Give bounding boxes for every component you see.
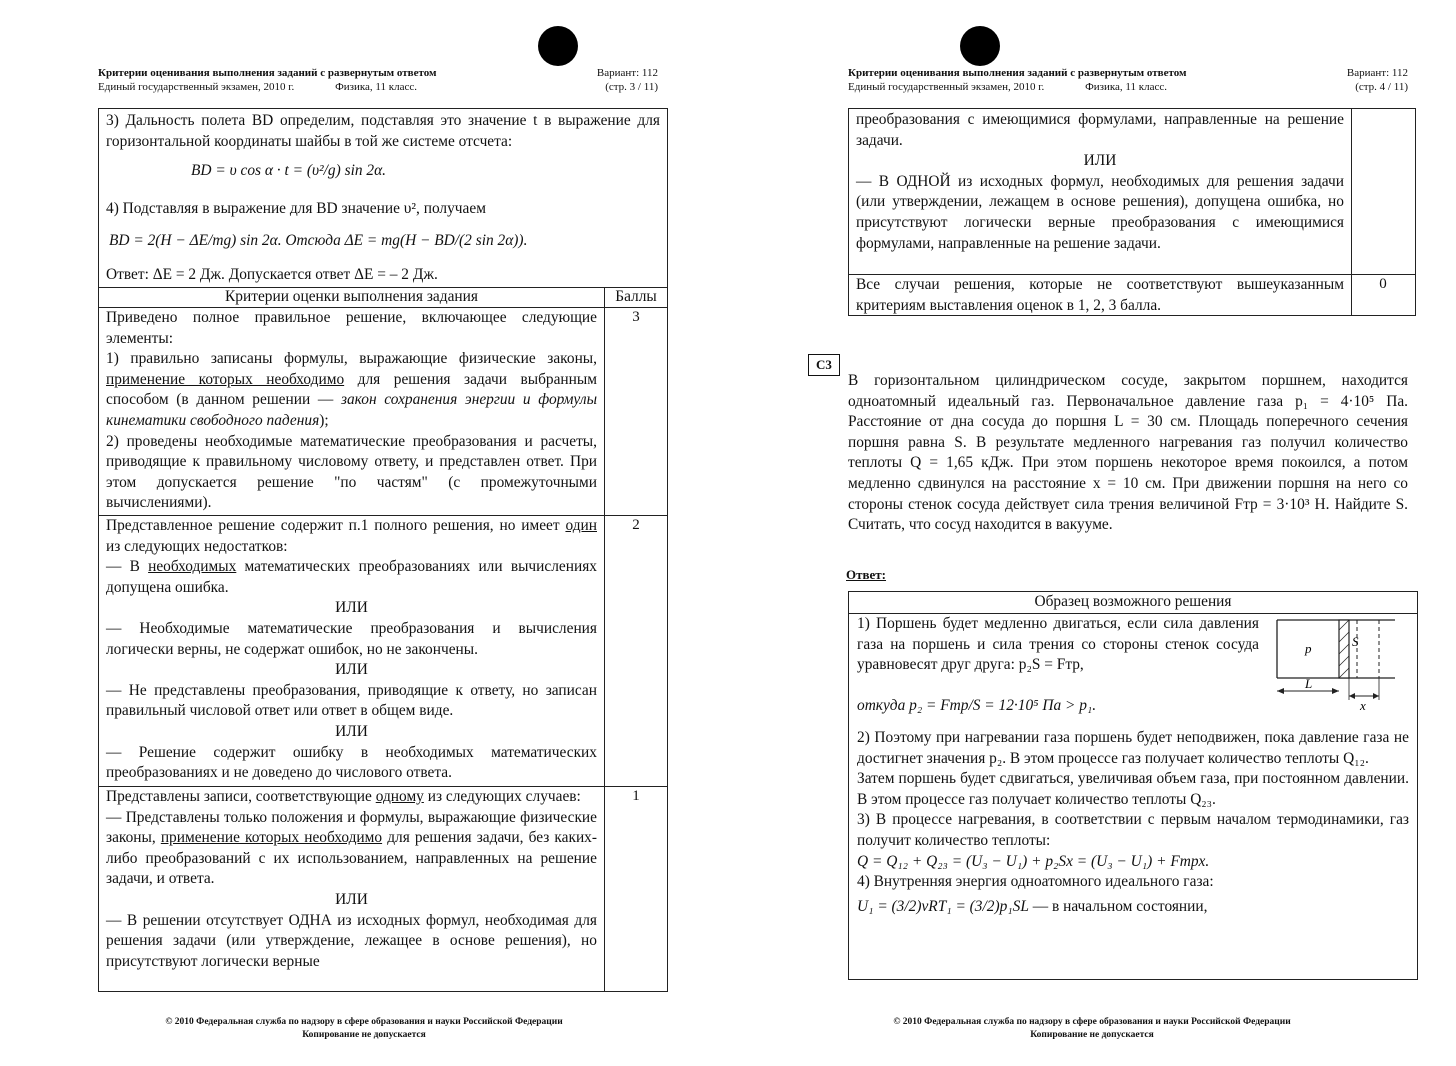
- page-header: [848, 66, 1268, 94]
- score-0: 0: [1379, 276, 1387, 292]
- criteria-row-1-continued: преобразования с имеющимися формулами, направленные на решение задачи. ИЛИ — В ОДНОЙ из исходных формул, необходимых для решения задачи (или утверждении, лежащем в основе решения), допущена ошибка, но присутствуют логически верные преобразования с имеющимися формулами, направленные на решение задачи.: [856, 111, 1344, 252]
- header-variant: Вариант: 112 (стр. 3 / 11): [596, 67, 658, 93]
- criteria-row-1: Представлены записи, соответствующие одному из следующих случаев: — Представлены только положения и формулы, выражающие физические законы, применение которых необходимо для решения задачи, без каких-либо преобразований с их использованием, направленных на решение задачи, и ответа. ИЛИ — В решении отсутствует ОДНА из исходных формул, необходимая для решения задачи (или утверждение, лежащее в основе решения), но присутствуют логически верные: [106, 788, 597, 970]
- criteria-row-3: Приведено полное правильное решение, включающее следующие элементы: 1) правильно записаны формулы, выражающие физические законы, применение которых необходимо для решения задачи выбранным способом (в данном решении — закон сохранения энергии и формулы кинематики свободного падения); 2) проведены необходимые математические преобразования и расчеты, приводящие к правильному числовому ответу, и представлен ответ. При этом допускается решение "по частям" (с промежуточными вычислениями).: [106, 309, 597, 512]
- header-exam: Единый государственный экзамен, 2010 г. Физика, 11 класс.: [98, 81, 418, 93]
- header-title: Критерии оценивания выполнения заданий с развернутым ответом: [98, 67, 437, 79]
- step-1: 1) Поршень будет медленно двигаться, если сила давления газа на поршень и сила трения со стороны стенок сосуда уравновесят друг друга: p₂S = Fтр,: [857, 615, 1259, 674]
- header-title: Критерии оценивания выполнения заданий с развернутым ответом: [848, 67, 1187, 79]
- step-2: 2) Поэтому при нагревании газа поршень будет неподвижен, пока давление газа не достигнет значения p₂. В этом процессе газ получает количество теплоты Q₁₂. Затем поршень будет сдвигаться, увеличивая объем газа, при постоянном давлении. В этом процессе газ получает количество теплоты Q₂₃. 3) В процессе нагревания, в соответствии с первым началом термодинамики, газ получит количество теплоты: Q = Q₁₂ + Q₂₃ = (U₃ − U₁) + p₂Sx = (U₃ − U₁) + Fтрx. 4) Внутренняя энергия одноатомного идеального газа: U₁ = (3/2)νRT₁ = (3/2)p₁SL — в начальном состоянии,: [857, 729, 1409, 915]
- figure-label-s: S: [1352, 634, 1359, 649]
- criteria-table-continued: [848, 108, 1416, 316]
- punch-hole-icon: [960, 26, 1000, 66]
- column-divider: [1351, 109, 1352, 315]
- criteria-header: Критерии оценки выполнения задания: [225, 288, 478, 305]
- page-header: [98, 66, 518, 94]
- score-2: 2: [632, 517, 640, 533]
- task-label: C3: [808, 354, 840, 376]
- column-divider: [604, 307, 605, 991]
- sample-solution: [848, 591, 1418, 980]
- score-1: 1: [632, 788, 640, 804]
- score-3: 3: [632, 309, 640, 325]
- criteria-table: [98, 108, 668, 992]
- points-header: Баллы: [615, 288, 657, 305]
- header-exam: Единый государственный экзамен, 2010 г. Физика, 11 класс.: [848, 81, 1168, 93]
- piston-figure: [1275, 616, 1415, 716]
- page-footer: © 2010 Федеральная служба по надзору в сфере образования и науки Российской Федерации Копирование не допускается: [165, 1017, 563, 1040]
- criteria-row-0: Все случаи решения, которые не соответствуют вышеуказанным критериям выставления оценок в 1, 2, 3 балла.: [856, 276, 1344, 314]
- task-problem: В горизонтальном цилиндрическом сосуде, закрытом поршнем, находится одноатомный идеальный газ. Первоначальное давление газа p₁ = 4·10⁵ Па. Расстояние от дна сосуда до поршня L = 30 см. Площадь поперечного сечения поршня равна S. В результате медленного нагревания газ получил количество теплоты Q = 1,65 кДж. При этом поршень некоторое время покоился, а потом медленно сдвинулся на расстояние x = 10 см. При движении поршня на него со стороны стенок сосуда действует сила трения величиной Fтр = 3·10³ Н. Найдите S. Считать, что сосуд находится в вакууме.: [848, 372, 1408, 534]
- header-variant: Вариант: 112 (стр. 4 / 11): [1346, 67, 1408, 93]
- solution-p3-formula: BD = υ cos α · t = (υ²/g) sin 2α.: [191, 162, 387, 179]
- punch-hole-icon: [538, 26, 578, 66]
- page-footer: © 2010 Федеральная служба по надзору в сфере образования и науки Российской Федерации Копирование не допускается: [893, 1017, 1291, 1040]
- right-page: [728, 0, 1456, 1066]
- solution-p4-formula: BD = 2(H − ΔE/mg) sin 2α. Отсюда ΔE = mg(H − BD/(2 sin 2α)).: [109, 232, 528, 249]
- sample-title: Образец возможного решения: [1034, 593, 1232, 610]
- criteria-row-2: Представленное решение содержит п.1 полного решения, но имеет один из следующих недостатков: — В необходимых математических преобразованиях или вычислениях допущена ошибка. ИЛИ — Необходимые математические преобразования и вычисления логически верны, не содержат ошибок, но не закончены. ИЛИ — Не представлены преобразования, приводящие к ответу, но записан правильный числовой ответ или ответ в общем виде. ИЛИ — Решение содержит ошибку в необходимых математических преобразованиях и не доведено до числового ответа.: [106, 517, 597, 782]
- solution-p3: 3) Дальность полета BD определим, подставляя это значение t в выражение для горизонтальной координаты шайбы в той же системе отсчета:: [106, 112, 660, 150]
- solution-p4: 4) Подставляя в выражение для BD значение υ², получаем: [106, 200, 486, 217]
- solution-answer: Ответ: ΔE = 2 Дж. Допускается ответ ΔE = – 2 Дж.: [106, 266, 438, 283]
- figure-label-x: x: [1360, 698, 1366, 713]
- figure-label-l: L: [1305, 676, 1313, 691]
- figure-label-p: p: [1305, 641, 1312, 656]
- answer-label: Ответ:: [846, 567, 887, 582]
- step-1-result: откуда p₂ = Fтр/S = 12·10⁵ Па > p₁.: [857, 697, 1097, 714]
- piston-diagram: [1275, 616, 1415, 716]
